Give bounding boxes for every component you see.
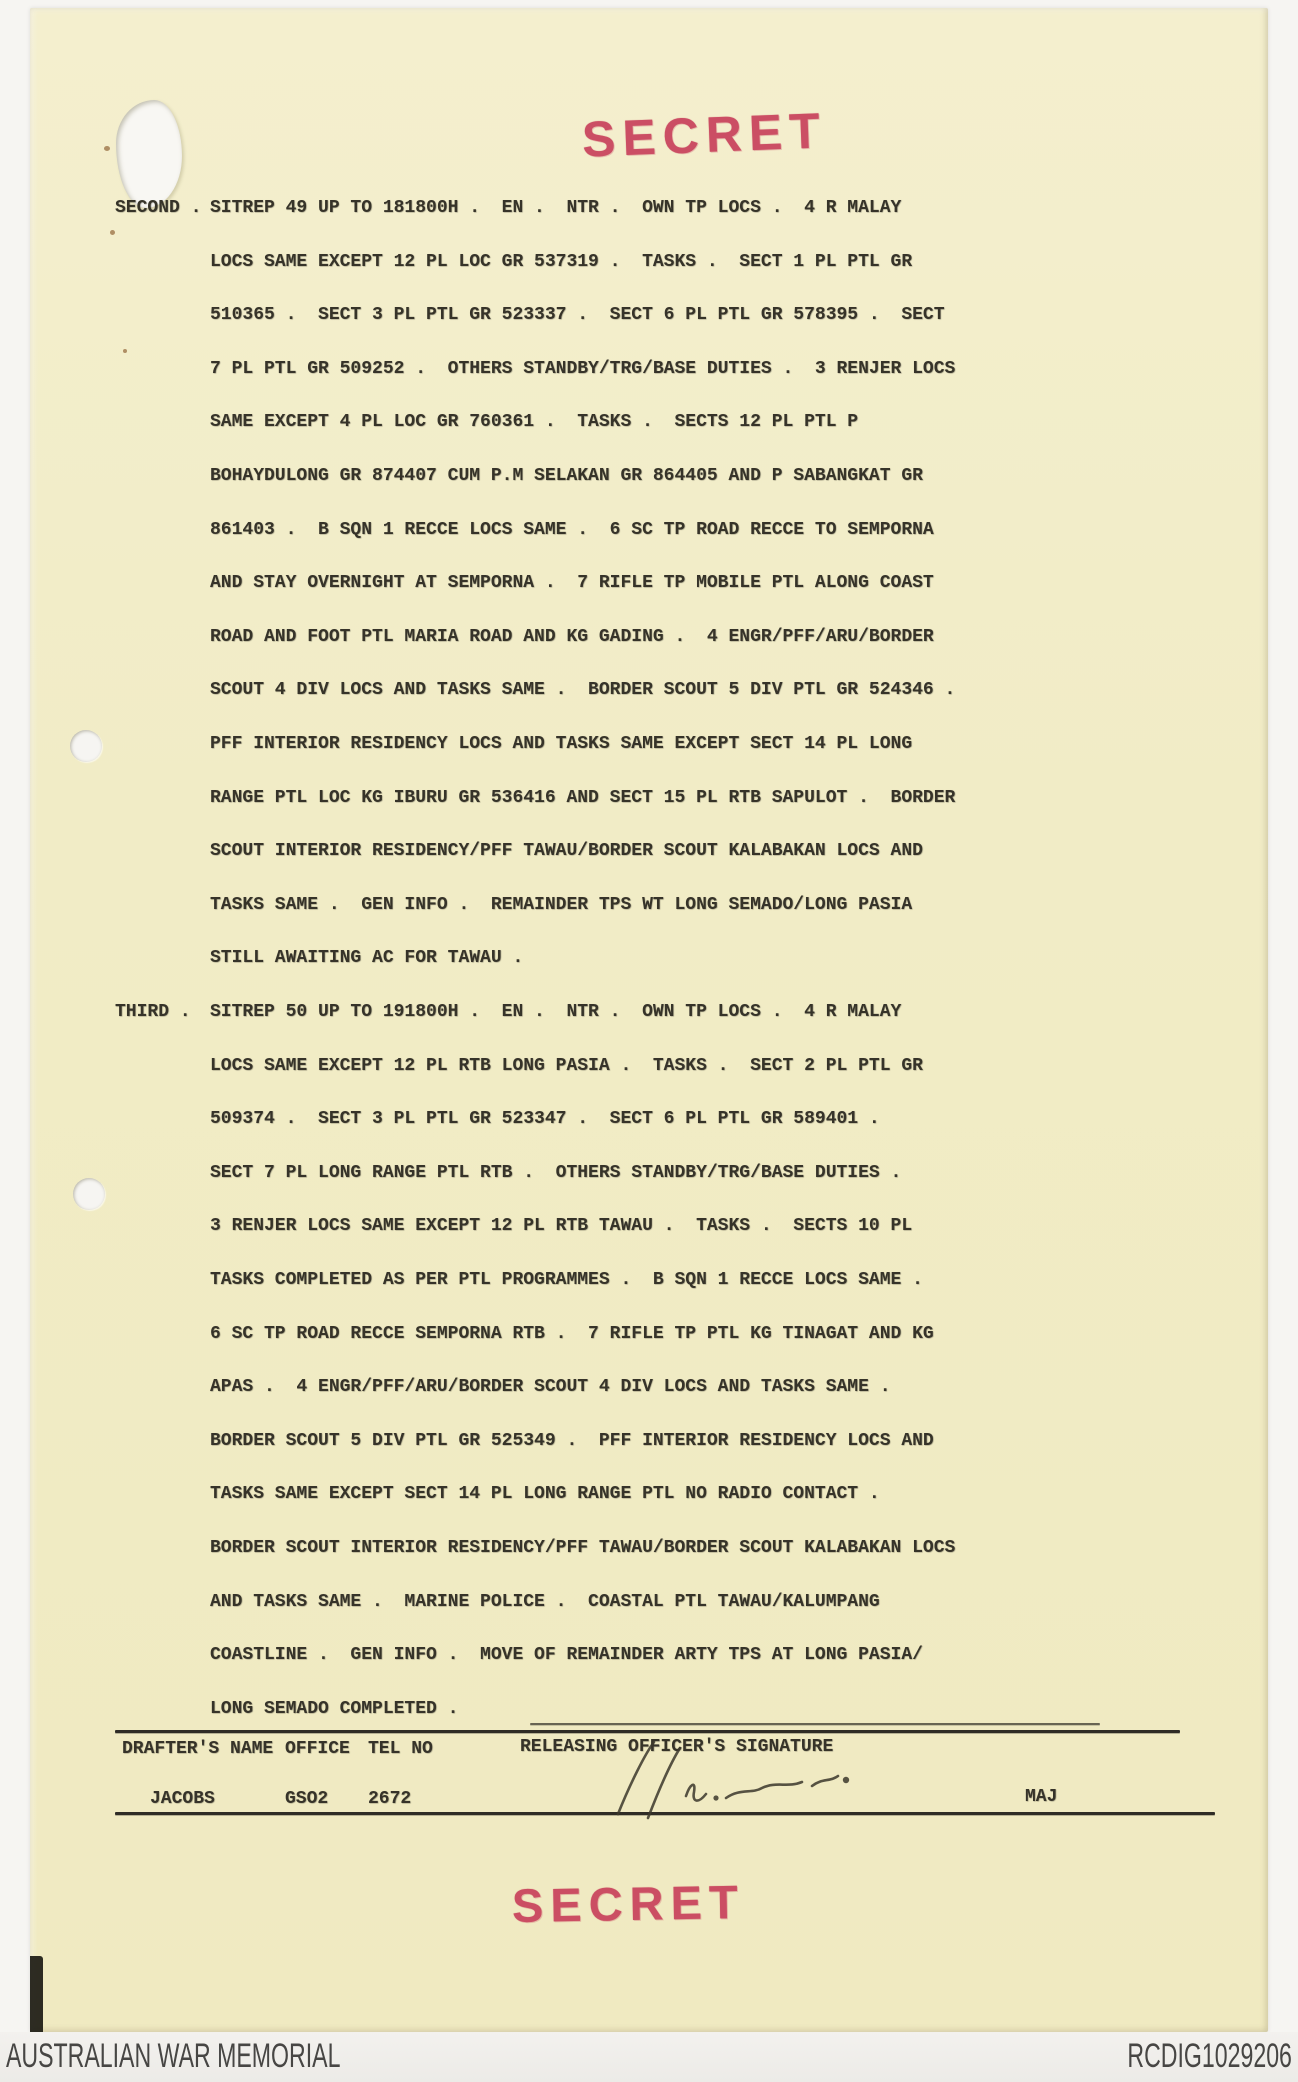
- document-line: BOHAYDULONG GR 874407 CUM P.M SELAKAN GR 864405 AND P SABANGKAT GR: [210, 466, 923, 486]
- document-line: 3 RENJER LOCS SAME EXCEPT 12 PL RTB TAWAU . TASKS . SECTS 10 PL: [210, 1216, 913, 1237]
- document-line: TASKS COMPLETED AS PER PTL PROGRAMMES . B SQN 1 RECCE LOCS SAME .: [210, 1270, 923, 1290]
- table-top-rule: [115, 1730, 1180, 1733]
- document-line: LOCS SAME EXCEPT 12 PL RTB LONG PASIA . TASKS . SECT 2 PL PTL GR: [210, 1055, 923, 1076]
- document-line: COASTLINE . GEN INFO . MOVE OF REMAINDER ARTY TPS AT LONG PASIA/: [210, 1645, 923, 1666]
- table-header-drafter: DRAFTER'S NAME: [122, 1739, 274, 1759]
- tel-no-value: 2672: [368, 1789, 412, 1809]
- document-line: AND TASKS SAME . MARINE POLICE . COASTAL PTL TAWAU/KALUMPANG: [210, 1591, 880, 1612]
- document-line: TASKS SAME EXCEPT SECT 14 PL LONG RANGE PTL NO RADIO CONTACT .: [210, 1484, 880, 1505]
- table-header-office: OFFICE: [285, 1739, 350, 1759]
- releasing-officer-rank: MAJ: [1025, 1787, 1058, 1807]
- document-line: 509374 . SECT 3 PL PTL GR 523347 . SECT 6 PL PTL GR 589401 .: [210, 1109, 880, 1130]
- item-id-label: RCDIG1029206: [1127, 2037, 1292, 2075]
- document-line: 510365 . SECT 3 PL PTL GR 523337 . SECT 6 PL PTL GR 578395 . SECT: [210, 305, 945, 326]
- secret-stamp-top: SECRET: [581, 102, 828, 168]
- document-line: APAS . 4 ENGR/PFF/ARU/BORDER SCOUT 4 DIV LOCS AND TASKS SAME .: [210, 1377, 891, 1398]
- scan-edge-mark: [30, 1956, 43, 2036]
- document-line: PFF INTERIOR RESIDENCY LOCS AND TASKS SAME EXCEPT SECT 14 PL LONG: [210, 734, 913, 754]
- document-line: RANGE PTL LOC KG IBURU GR 536416 AND SECT 15 PL RTB SAPULOT . BORDER: [210, 787, 956, 808]
- office-value: GSO2: [285, 1789, 329, 1809]
- paragraph-label-1: THIRD .: [115, 1002, 191, 1022]
- paper-speck: [110, 230, 115, 235]
- paper-speck: [104, 146, 110, 151]
- document-line: SECT 7 PL LONG RANGE PTL RTB . OTHERS STANDBY/TRG/BASE DUTIES .: [210, 1162, 902, 1183]
- archive-name-label: AUSTRALIAN WAR MEMORIAL: [6, 2037, 341, 2075]
- document-line: LONG SEMADO COMPLETED .: [210, 1698, 459, 1719]
- document-line: SAME EXCEPT 4 PL LOC GR 760361 . TASKS . SECTS 12 PL PTL P: [210, 412, 859, 433]
- document-line: TASKS SAME . GEN INFO . REMAINDER TPS WT LONG SEMADO/LONG PASIA: [210, 894, 913, 915]
- paper-tear-hole: [116, 100, 182, 208]
- paper-speck: [123, 349, 127, 353]
- table-header-releasing: RELEASING OFFICER'S SIGNATURE: [520, 1737, 834, 1757]
- document-line: SITREP 50 UP TO 191800H . EN . NTR . OWN TP LOCS . 4 R MALAY: [210, 1002, 902, 1022]
- table-top-rule-double: [530, 1723, 1100, 1725]
- table-header-tel: TEL NO: [368, 1739, 433, 1759]
- releasing-officer-signature: [590, 1736, 970, 1822]
- document-line: SCOUT INTERIOR RESIDENCY/PFF TAWAU/BORDER SCOUT KALABAKAN LOCS AND: [210, 841, 923, 862]
- document-line: BORDER SCOUT 5 DIV PTL GR 525349 . PFF INTERIOR RESIDENCY LOCS AND: [210, 1430, 934, 1451]
- document-line: ROAD AND FOOT PTL MARIA ROAD AND KG GADING . 4 ENGR/PFF/ARU/BORDER: [210, 626, 934, 647]
- document-line: STILL AWAITING AC FOR TAWAU .: [210, 948, 524, 969]
- document-line: 861403 . B SQN 1 RECCE LOCS SAME . 6 SC TP ROAD RECCE TO SEMPORNA: [210, 519, 934, 540]
- document-line: BORDER SCOUT INTERIOR RESIDENCY/PFF TAWAU/BORDER SCOUT KALABAKAN LOCS: [210, 1538, 956, 1558]
- document-line: 6 SC TP ROAD RECCE SEMPORNA RTB . 7 RIFLE TP PTL KG TINAGAT AND KG: [210, 1323, 934, 1344]
- document-line: LOCS SAME EXCEPT 12 PL LOC GR 537319 . TASKS . SECT 1 PL PTL GR: [210, 251, 913, 272]
- punch-hole-top: [70, 730, 102, 762]
- document-line: SCOUT 4 DIV LOCS AND TASKS SAME . BORDER SCOUT 5 DIV PTL GR 524346 .: [210, 680, 956, 701]
- punch-hole-bottom: [73, 1178, 105, 1210]
- paragraph-label-0: SECOND .: [115, 198, 202, 218]
- document-line: SITREP 49 UP TO 181800H . EN . NTR . OWN TP LOCS . 4 R MALAY: [210, 198, 902, 218]
- viewer-footer-bar: [0, 2032, 1298, 2082]
- document-page: [30, 8, 1268, 2032]
- drafter-name-value: JACOBS: [150, 1789, 215, 1809]
- document-line: AND STAY OVERNIGHT AT SEMPORNA . 7 RIFLE TP MOBILE PTL ALONG COAST: [210, 573, 934, 594]
- secret-stamp-bottom: SECRET: [511, 1874, 746, 1933]
- document-line: 7 PL PTL GR 509252 . OTHERS STANDBY/TRG/BASE DUTIES . 3 RENJER LOCS: [210, 358, 956, 379]
